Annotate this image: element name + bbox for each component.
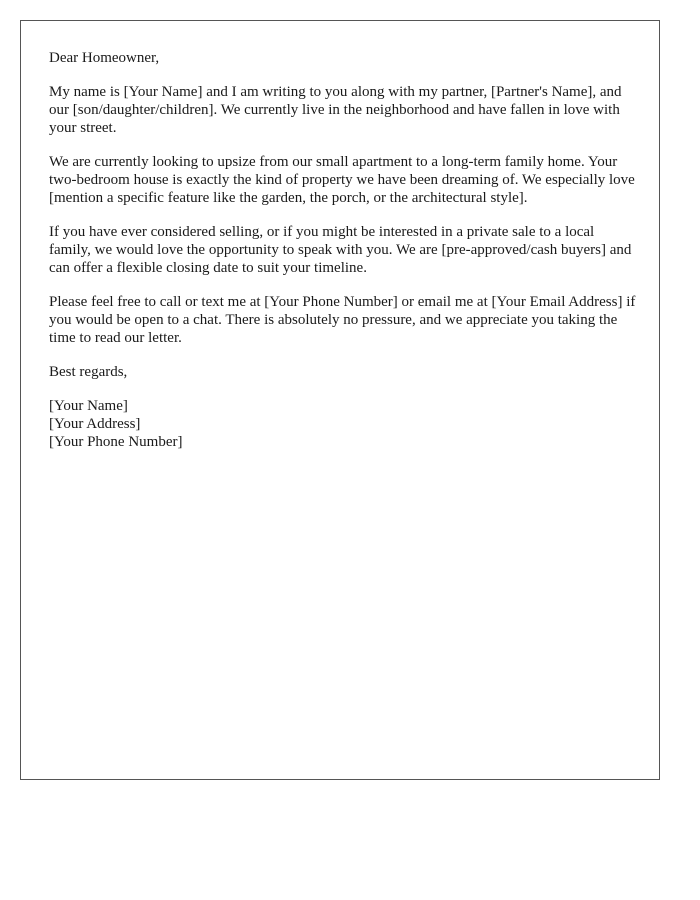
signature-name: [Your Name] [49, 398, 128, 414]
letter-greeting: Dear Homeowner, [49, 50, 160, 66]
letter-paragraph-contact: Please feel free to call or text me at [Your Phone Number] or email me at [Your Email Address] if you would be open to a chat. There is absolutely no pressure, and we appreciate you taking the time to read our letter. [49, 294, 636, 346]
signature-phone: [Your Phone Number] [49, 434, 183, 450]
letter-closing: Best regards, [49, 364, 128, 380]
signature-block [49, 397, 637, 451]
letter-paragraph-intro: My name is [Your Name] and I am writing to you along with my partner, [Partner's Name], and our [son/daughter/children]. We currently live in the neighborhood and have fallen in love with your street. [49, 84, 622, 136]
letter-paragraph-home: We are currently looking to upsize from our small apartment to a long-term family home. Your two-bedroom house is exactly the kind of property we have been dreaming of. We especially love [mention a specific feature like the garden, the porch, or the architectural style]. [49, 154, 635, 206]
letter-body [49, 49, 637, 451]
signature-address: [Your Address] [49, 416, 141, 432]
letter-paragraph-offer: If you have ever considered selling, or if you might be interested in a private sale to a local family, we would love the opportunity to speak with you. We are [pre-approved/cash buyers] and can offer a flexible closing date to suit your timeline. [49, 224, 632, 276]
letter-page [20, 20, 660, 780]
